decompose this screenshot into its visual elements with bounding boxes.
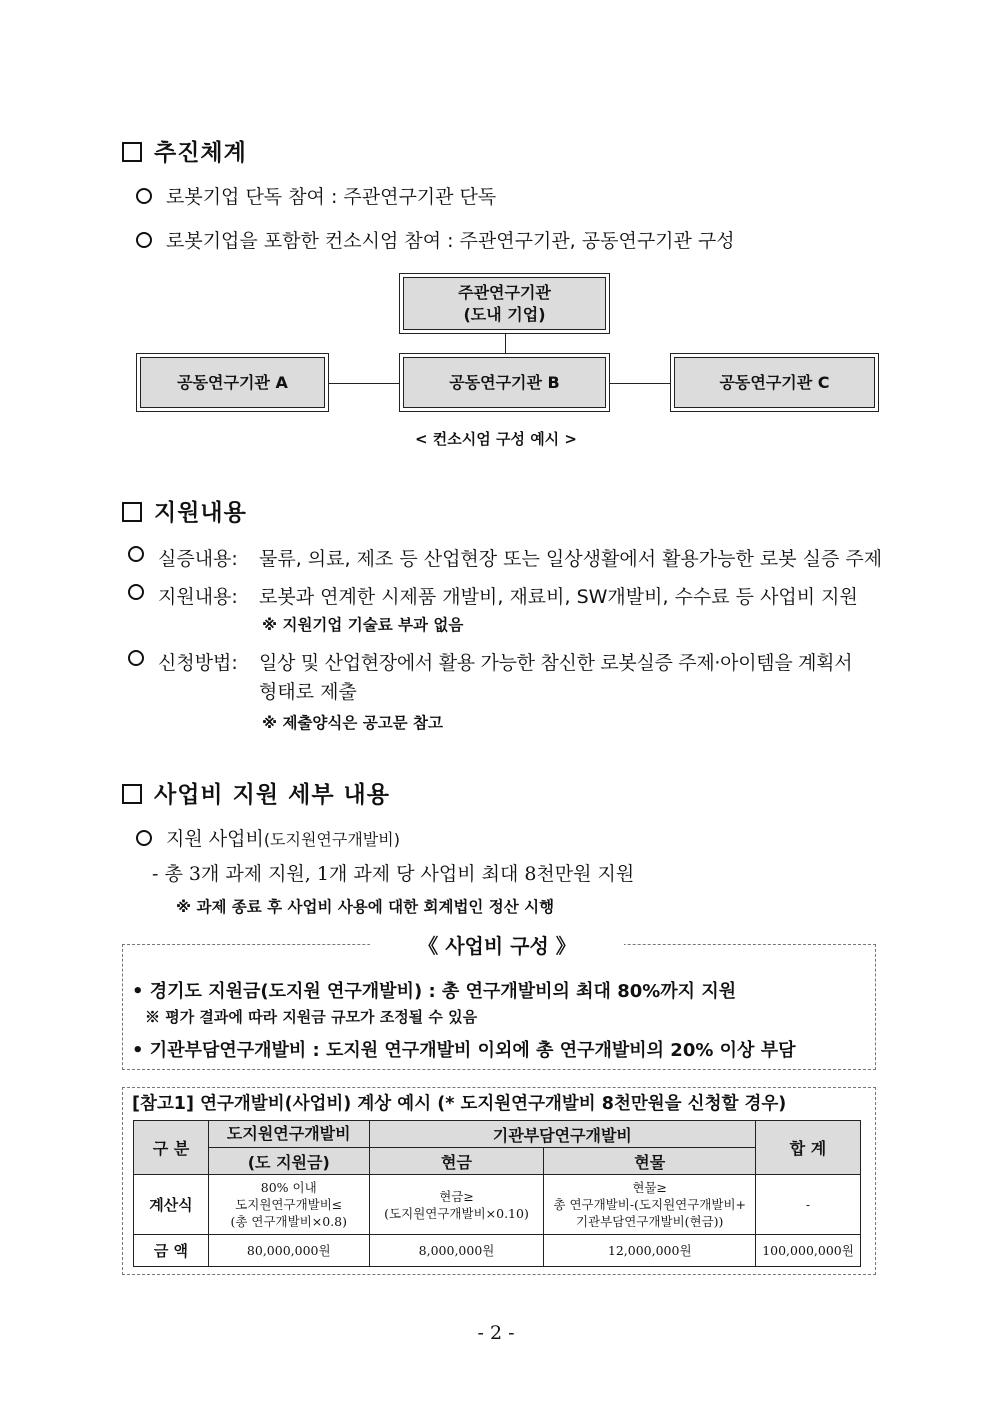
connector-line bbox=[328, 383, 399, 384]
list-item bbox=[128, 544, 158, 566]
reference-title: [참고1] 연구개발비(사업비) 계상 예시 (* 도지원연구개발비 8천만원을 신청할 경우) bbox=[132, 1094, 787, 1114]
table-row bbox=[134, 1175, 861, 1235]
row-label-formula: 계산식 bbox=[134, 1175, 209, 1235]
checkbox-square-icon bbox=[122, 142, 142, 162]
composition-note: ※ 평가 결과에 따라 지원금 규모가 조정될 수 있음 bbox=[145, 1008, 478, 1026]
diagram-caption: < 컨소시엄 구성 예시 > bbox=[415, 430, 577, 448]
table-cell: - bbox=[756, 1175, 861, 1235]
list-item bbox=[128, 582, 158, 604]
lead-institution-box: 주관연구기관 (도내 기업) bbox=[399, 273, 610, 334]
table-cell: 현물≥ 총 연구개발비-(도지원연구개발비+ 기관부담연구개발비(현금)) bbox=[544, 1175, 756, 1235]
header-burden: 기관부담연구개발비 bbox=[369, 1121, 755, 1148]
table-cell: 80,000,000원 bbox=[208, 1235, 369, 1267]
partner-a-box: 공동연구기관 A bbox=[136, 353, 329, 412]
list-item: 로봇기업을 포함한 컨소시엄 참여 : 주관연구기관, 공동연구기관 구성 bbox=[136, 226, 735, 253]
dash-line: - 총 3개 과제 지원, 1개 과제 당 사업비 최대 8천만원 지원 bbox=[152, 863, 635, 885]
item-label: 실증내용: bbox=[158, 548, 238, 570]
circle-bullet-icon bbox=[128, 584, 144, 600]
item-text: 물류, 의료, 제조 등 산업현장 또는 일상생활에서 활용가능한 로봇 실증 주제 bbox=[259, 548, 883, 570]
connector-line bbox=[505, 333, 506, 353]
partner-c-box: 공동연구기관 C bbox=[670, 353, 879, 412]
header-total: 합 계 bbox=[756, 1121, 861, 1175]
table-cell: 12,000,000원 bbox=[544, 1235, 756, 1267]
checkbox-square-icon bbox=[122, 502, 142, 522]
note: ※ 지원기업 기술료 부과 없음 bbox=[262, 616, 464, 634]
header-support: 도지원연구개발비 bbox=[208, 1121, 369, 1148]
composition-line: • 경기도 지원금(도지원 연구개발비) : 총 연구개발비의 최대 80%까지 지원 bbox=[132, 981, 737, 1002]
section-title-promotion-system: 추진체계 bbox=[122, 134, 247, 167]
header-category: 구 분 bbox=[134, 1121, 209, 1175]
circle-bullet-icon bbox=[128, 546, 144, 562]
table-row bbox=[134, 1121, 861, 1148]
circle-bullet-icon bbox=[136, 188, 152, 204]
item-text: 형태로 제출 bbox=[259, 681, 357, 703]
table-cell: 8,000,000원 bbox=[369, 1235, 544, 1267]
circle-bullet-icon bbox=[128, 650, 144, 666]
circle-bullet-icon bbox=[136, 830, 152, 846]
list-item: 지원 사업비(도지원연구개발비) bbox=[136, 824, 400, 851]
item-text: 일상 및 산업현장에서 활용 가능한 참신한 로봇실증 주제·아이템을 계획서 bbox=[259, 652, 853, 674]
note: ※ 제출양식은 공고문 참고 bbox=[262, 714, 443, 732]
table-cell: 100,000,000원 bbox=[756, 1235, 861, 1267]
row-label-amount: 금 액 bbox=[134, 1235, 209, 1267]
page-number: - 2 - bbox=[477, 1322, 515, 1344]
table-row bbox=[134, 1235, 861, 1267]
note: ※ 과제 종료 후 사업비 사용에 대한 회계법인 정산 시행 bbox=[176, 898, 555, 916]
list-item: 로봇기업 단독 참여 : 주관연구기관 단독 bbox=[136, 182, 496, 209]
table-row bbox=[134, 1148, 861, 1175]
section-title-budget-detail: 사업비 지원 세부 내용 bbox=[122, 776, 390, 809]
table-cell: 현금≥ (도지원연구개발비×0.10) bbox=[369, 1175, 544, 1235]
header-cash: 현금 bbox=[369, 1148, 544, 1175]
section-title-support-content: 지원내용 bbox=[122, 494, 247, 527]
header-inkind: 현물 bbox=[544, 1148, 756, 1175]
header-support-sub: (도 지원금) bbox=[208, 1148, 369, 1175]
table-cell: 80% 이내 도지원연구개발비≤ (총 연구개발비×0.8) bbox=[208, 1175, 369, 1235]
partner-b-box: 공동연구기관 B bbox=[399, 353, 610, 412]
composition-title: 《 사업비 구성 》 bbox=[370, 930, 624, 959]
circle-bullet-icon bbox=[136, 232, 152, 248]
item-label: 신청방법: bbox=[158, 652, 238, 674]
budget-example-table bbox=[133, 1120, 861, 1267]
item-text: 로봇과 연계한 시제품 개발비, 재료비, SW개발비, 수수료 등 사업비 지원 bbox=[259, 586, 858, 608]
composition-line: • 기관부담연구개발비 : 도지원 연구개발비 이외에 총 연구개발비의 20% 이상 부담 bbox=[132, 1040, 796, 1061]
connector-line bbox=[609, 383, 670, 384]
item-label: 지원내용: bbox=[158, 586, 238, 608]
list-item bbox=[128, 648, 158, 670]
checkbox-square-icon bbox=[122, 784, 142, 804]
